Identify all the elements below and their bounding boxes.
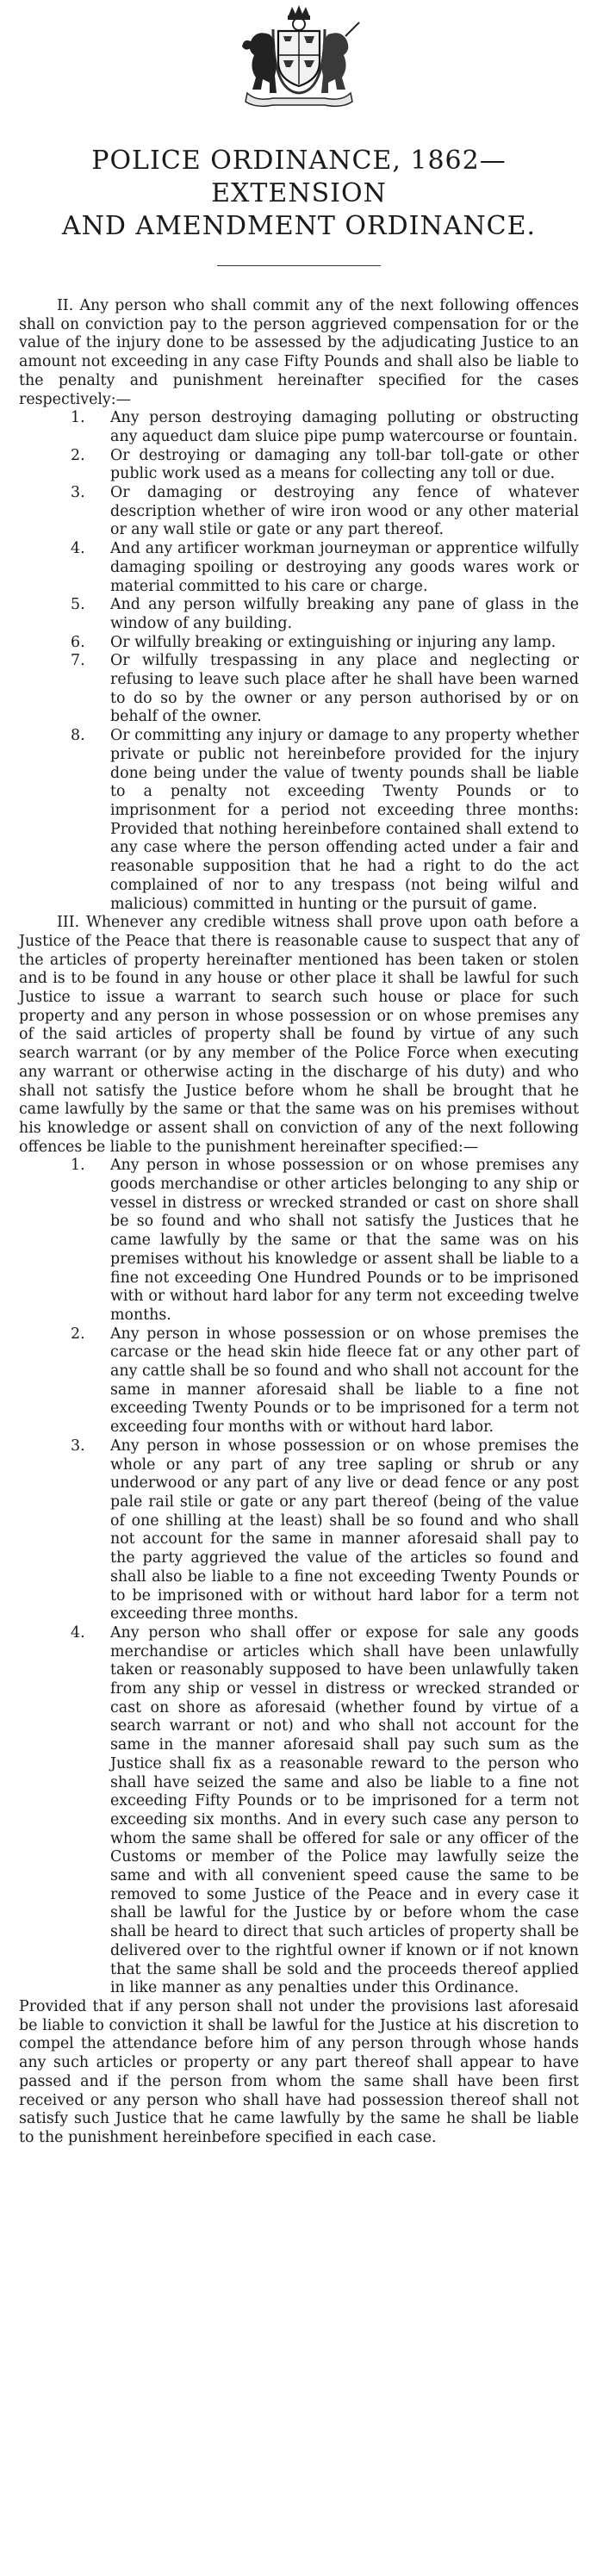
title-line-2: AND AMENDMENT ORDINANCE. bbox=[61, 211, 537, 241]
section-2-item bbox=[19, 596, 579, 633]
item-number: 3. bbox=[71, 484, 85, 502]
section-3-item bbox=[19, 1325, 579, 1437]
item-number: 1. bbox=[71, 1157, 85, 1175]
title-line-1: POLICE ORDINANCE, 1862—EXTENSION bbox=[91, 146, 507, 208]
item-text: Or destroying or damaging any toll-bar toll-gate or other public work used as a means for collecting any toll or due. bbox=[110, 446, 579, 483]
section-3-proviso: Provided that if any person shall not under the provisions last aforesaid be liable to conviction it shall be lawful for the Justice at his discretion to compel the attendance before him of any person through whose hands any such articles or property or any part thereof shall appear to have passed and if the person from whom the same shall have been first received or any person who shall have had possession thereof shall not satisfy such Justice that he came lawfully by the same he shall be liable to the punishment hereinbefore specified in each case. bbox=[19, 1997, 579, 2146]
royal-coat-of-arms bbox=[19, 0, 579, 114]
item-text: Or damaging or destroying any fence of whatever description whether of wire iron wood or any other material or any wall stile or gate or any part thereof. bbox=[110, 484, 579, 539]
document-title bbox=[19, 145, 579, 243]
section-2-item bbox=[19, 447, 579, 484]
item-text: And any person wilfully breaking any pane of glass in the window of any building. bbox=[110, 596, 579, 632]
section-3-item bbox=[19, 1157, 579, 1325]
item-text: Any person in whose possession or on whose premises the carcase or the head skin hide fleece fat or any other part of any cattle shall be so found and who shall not account for the same in manner aforesaid shall be liable to a fine not exceeding Twenty Pounds or to be imprisoned for a term not exceeding four months with or without hard labor. bbox=[110, 1325, 579, 1437]
item-number: 3. bbox=[71, 1437, 85, 1455]
item-text: Any person destroying damaging polluting or obstructing any aqueduct dam sluice pipe pump watercourse or fountain. bbox=[110, 409, 579, 445]
section-2-list bbox=[19, 409, 579, 914]
item-number: 4. bbox=[71, 1623, 85, 1642]
section-3-item bbox=[19, 1437, 579, 1624]
section-3-intro: III. Whenever any credible witness shall prove upon oath before a Justice of the Peace that there is reasonable cause to suspect that any of the articles of property hereinafter mentioned has been taken or stolen and is to be found in any house or other place it shall be lawful for such Justice to issue a warrant to search such house or place for such property and any person in whose possession or on whose premises any of the said articles of property shall be found by virtue of any such search warrant (or by any member of the Police Force when executing any warrant or otherwise acting in the discharge of his duty) and who shall not satisfy the Justice before whom he shall be brought that he came lawfully by the same or that the same was on his premises without his knowledge or assent shall on conviction of any of the next following offences be liable to the punishment hereinafter specified:— bbox=[19, 914, 579, 1156]
item-number: 4. bbox=[71, 540, 85, 558]
section-2-item bbox=[19, 540, 579, 596]
section-3-item bbox=[19, 1624, 579, 1998]
section-2-item bbox=[19, 652, 579, 727]
item-text: Or committing any injury or damage to any property whether private or public not hereinbefore provided for the injury done being under the value of twenty pounds shall be liable to a penalty not exceeding Twenty Pounds or to imprisonment for a period not exceeding three months: Provided that nothing hereinbefore contained shall extend to any case where the person offending acted under a fair and reasonable supposition that he had a right to do the act complained of nor to any trespass (not being wilful and malicious) committed in hunting or the pursuit of game. bbox=[110, 727, 579, 913]
item-text: Any person in whose possession or on whose premises the whole or any part of any tree sapling or shrub or any underwood or any part of any live or dead fence or any post pale rail stile or gate or any part thereof (being of the value of one shilling at the least) shall be so found and who shall not account for the same in manner aforesaid shall pay to the party aggrieved the value of the articles so found and shall also be liable to a fine not exceeding Twenty Pounds or to be imprisoned with or without hard labor for a term not exceeding three months. bbox=[110, 1437, 579, 1623]
section-2-item bbox=[19, 484, 579, 540]
item-number: 6. bbox=[71, 633, 85, 651]
item-number: 2. bbox=[71, 1325, 85, 1343]
item-number: 8. bbox=[71, 727, 85, 745]
ordinance-body bbox=[19, 297, 579, 2148]
item-text: Or wilfully trespassing in any place and neglecting or refusing to leave such place after he shall have been warned to do so by the owner or any person authorised by or on behalf of the owner. bbox=[110, 652, 579, 726]
crest-icon bbox=[221, 3, 376, 109]
item-text: Any person who shall offer or expose for sale any goods merchandise or articles which shall have been unlawfully taken or reasonably supposed to have been unlawfully taken from any ship or vessel in distress or wrecked stranded or cast on shore as aforesaid (whether found by virtue of a search warrant or not) and who shall not account for the same in the manner aforesaid shall pay such sum as the Justice shall fix as a reasonable reward to the person who shall have seized the same and also be liable to a fine not exceeding Fifty Pounds or to be imprisoned for a term not exceeding six months. And in every such case any person to whom the same shall be offered for sale or any officer of the Customs or member of the Police may lawfully seize the same and with all convenient speed cause the same to be removed to some Justice of the Peace and in every case it shall be lawful for the Justice by or before whom the case shall be heard to direct that such articles of property shall be delivered over to the rightful owner if known or if not known that the same shall be sold and the proceeds thereof applied in like manner as any penalties under this Ordinance. bbox=[110, 1623, 579, 1997]
item-number: 1. bbox=[71, 409, 85, 427]
section-3-list bbox=[19, 1157, 579, 1998]
section-2-item bbox=[19, 727, 579, 914]
item-text: Or wilfully breaking or extinguishing or injuring any lamp. bbox=[110, 633, 556, 651]
item-text: And any artificer workman journeyman or apprentice wilfully damaging spoiling or destroying any goods wares work or material committed to his care or charge. bbox=[110, 540, 579, 595]
item-number: 2. bbox=[71, 446, 85, 464]
item-text: Any person in whose possession or on whose premises any goods merchandise or other articles belonging to any ship or vessel in distress or wrecked stranded or cast on shore shall be so found and who shall not satisfy the Justices that he came lawfully by the same or that the same was on his premises without his knowledge or assent shall be liable to a fine not exceeding One Hundred Pounds or to be imprisoned with or without hard labor for any term not exceeding twelve months. bbox=[110, 1157, 579, 1324]
item-number: 7. bbox=[71, 652, 85, 670]
section-2-item bbox=[19, 634, 579, 653]
section-2-item bbox=[19, 409, 579, 446]
item-number: 5. bbox=[71, 596, 85, 614]
section-2-intro: II. Any person who shall commit any of the next following offences shall on conviction pay to the person aggrieved compensation for or the value of the injury done to be assessed by the adjudicating Justice to an amount not exceeding in any case Fifty Pounds and shall also be liable to the penalty and punishment hereinafter specified for the cases respectively:— bbox=[19, 297, 579, 408]
title-divider bbox=[217, 265, 381, 266]
